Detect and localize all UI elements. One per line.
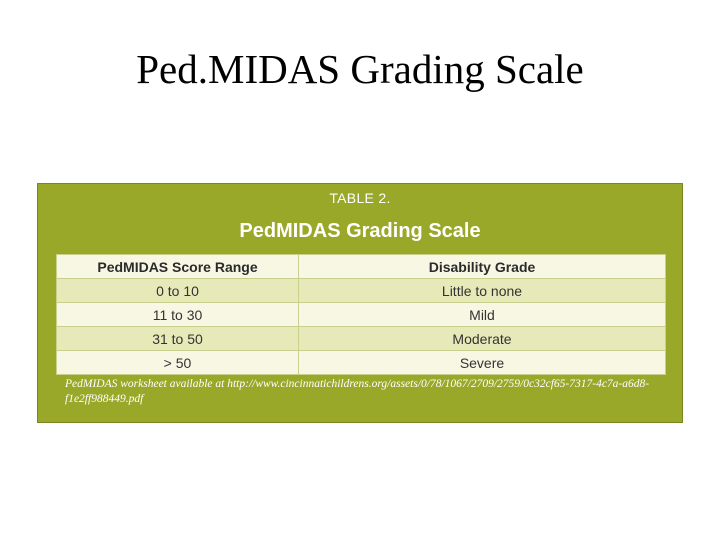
grading-table bbox=[56, 254, 666, 375]
header-score-range: PedMIDAS Score Range bbox=[57, 255, 299, 279]
table-title: PedMIDAS Grading Scale bbox=[239, 220, 481, 242]
table-number: TABLE 2. bbox=[329, 190, 391, 206]
table-footnote: PedMIDAS worksheet available at http://www.cincinnatichildrens.org/assets/0/78/1067/2709/2759/0c32cf65-7317-4c7a-a6d8-f1e2ff988449.pdf bbox=[65, 378, 650, 405]
table-header-row bbox=[57, 255, 666, 279]
table-row bbox=[57, 351, 666, 375]
table-row bbox=[57, 303, 666, 327]
disability-grade-cell: Moderate bbox=[299, 327, 666, 351]
table-row bbox=[57, 327, 666, 351]
table-row bbox=[57, 279, 666, 303]
disability-grade-cell: Little to none bbox=[299, 279, 666, 303]
disability-grade-cell: Mild bbox=[299, 303, 666, 327]
slide-title: Ped.MIDAS Grading Scale bbox=[136, 46, 584, 92]
score-range-cell: 31 to 50 bbox=[57, 327, 299, 351]
table-panel bbox=[37, 183, 683, 423]
score-range-cell: > 50 bbox=[57, 351, 299, 375]
disability-grade-cell: Severe bbox=[299, 351, 666, 375]
score-range-cell: 0 to 10 bbox=[57, 279, 299, 303]
header-disability-grade: Disability Grade bbox=[299, 255, 666, 279]
score-range-cell: 11 to 30 bbox=[57, 303, 299, 327]
